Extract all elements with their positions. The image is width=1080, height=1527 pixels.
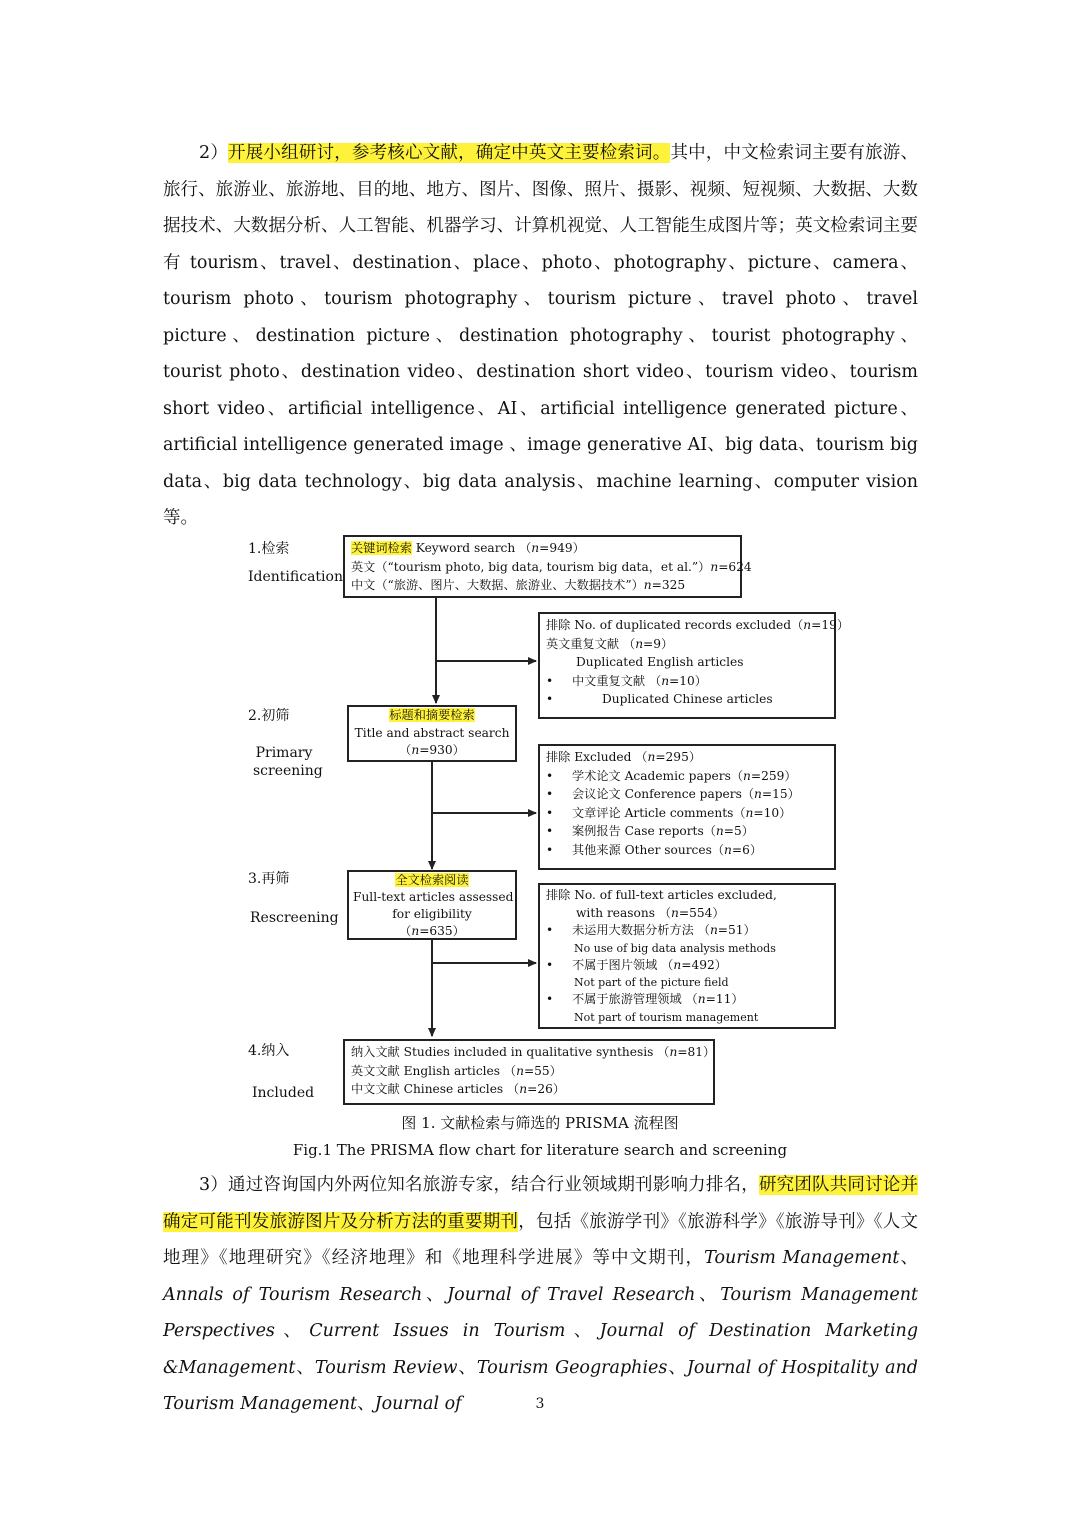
included-box [343, 1039, 715, 1105]
fulltext-excluded-item-en: Not part of tourism management [574, 1010, 759, 1024]
stage-2-label: Primary screening [253, 745, 323, 779]
para2-highlight: 开展小组研讨，参考核心文献，确定中英文主要检索词。 [228, 143, 671, 163]
figure-caption-en: Fig.1 The PRISMA flow chart for literature search and screening [292, 1141, 788, 1159]
excluded-head: 排除 Excluded （n=295） [546, 750, 702, 764]
journal-name: Annals of Tourism Research [163, 1284, 423, 1305]
identification-chinese: 中文（“旅游、图片、大数据、旅游业、大数据技术”）n=325 [351, 578, 686, 592]
identification-box [343, 535, 752, 598]
primary-screening-box [347, 705, 517, 762]
stage-2-number: 2.初筛 [248, 708, 290, 724]
journal-name: Journal of Destination Marketing &Management [163, 1321, 919, 1378]
fulltext-excluded-head: 排除 No. of full-text articles excluded, [546, 888, 777, 902]
paragraph-journals: 3）通过咨询国内外两位知名旅游专家，结合行业领域期刊影响力排名，研究团队共同讨论并确定可能刊发旅游图片及分析方法的重要期刊，包括《旅游学刊》《旅游科学》《旅游导刊》《人文地理》《地理研究》《经济地理》和《地理科学进展》等中文期刊，Tourism Management、Annals of Tourism Research、Journal of Travel Research、Tourism Management Perspectives、Current Issues in Tourism、Journal of Destination Marketing &Management、Tourism Review、Tourism Geographies、Journal of Hospitality and Tourism Management、Journal of [163, 1175, 919, 1414]
duplicates-chinese: • 中文重复文献 （n=10） [546, 673, 707, 688]
stage-4-label: Included [252, 1085, 315, 1101]
identification-title: 关键词检索 Keyword search （n=949） [351, 541, 585, 555]
excluded-box [538, 744, 836, 870]
duplicates-head: 排除 No. of duplicated records excluded（n=19） [546, 618, 850, 632]
journal-name: Tourism Geographies [476, 1357, 668, 1378]
stage-3-number: 3.再筛 [248, 871, 290, 887]
journal-name: Tourism Review [314, 1357, 458, 1378]
stage-3-label: Rescreening [250, 910, 339, 926]
fulltext-excluded-item-en: Not part of the picture field [574, 976, 729, 989]
excluded-item: • 案例报告 Case reports（n=5） [546, 824, 754, 838]
identification-english: 英文（“tourism photo, big data, tourism big data，et al.”）n=624 [351, 559, 752, 574]
fulltext-excluded-reasons: with reasons （n=554） [576, 905, 725, 920]
para3-intro: 通过咨询国内外两位知名旅游专家，结合行业领域期刊影响力排名， [228, 1175, 759, 1195]
duplicates-english-label: Duplicated English articles [576, 655, 744, 669]
duplicates-english: 英文重复文献 （n=9） [546, 636, 674, 651]
primary-title-zh: 标题和摘要检索 [389, 708, 475, 722]
included-total: 纳入文献 Studies included in qualitative synthesis （n=81） [351, 1045, 716, 1059]
stage-1-number: 1.检索 [248, 541, 290, 557]
fulltext-excluded-box [538, 883, 836, 1029]
fulltext-excluded-item-en: No use of big data analysis methods [574, 941, 776, 955]
duplicates-chinese-label: • Duplicated Chinese articles [546, 692, 773, 706]
fulltext-excluded-item: • 未运用大数据分析方法 （n=51） [546, 923, 756, 937]
journal-name: Current Issues in Tourism [309, 1321, 566, 1341]
primary-title-en: Title and abstract search [354, 725, 510, 740]
para2-body: 其中，中文检索词主要有旅游、旅行、旅游业、旅游地、目的地、地方、图片、图像、照片、摄影、视频、短视频、大数据、大数据技术、大数据分析、人工智能、机器学习、计算机视觉、人工智能生成图片等；英文检索词主要有 tourism、travel、destination、place、photo、photography、picture、camera、tourism photo、tourism photography、tourism picture、travel photo、travel picture、destination picture、destination photography、tourist photography、tourist photo、destination video、destination short video、tourism video、tourism short video、artificial intelligence、AI、artificial intelligence generated picture、artificial intelligence generated image 、image generative AI、big data、tourism big data、big data technology、big data analysis、machine learning、computer vision 等。 [163, 143, 919, 528]
primary-count: （n=930） [399, 743, 465, 757]
figure-caption-zh: 图 1. 文献检索与筛选的 PRISMA 流程图 [401, 1114, 679, 1132]
fulltext-excluded-item: • 不属于旅游管理领域 （n=11） [546, 992, 744, 1006]
para3-number: 3） [199, 1175, 229, 1195]
excluded-item: • 其他来源 Other sources（n=6） [546, 842, 763, 857]
excluded-item: • 学术论文 Academic papers（n=259） [546, 768, 797, 783]
journal-name: Journal of Travel Research [447, 1284, 696, 1305]
rescreening-box [347, 870, 517, 940]
para3-highlight: 研究团队共同讨论并确定可能刊发旅游图片及分析方法的重要期刊 [163, 1175, 919, 1232]
rescreen-line-2: Full-text articles assessed [353, 890, 514, 904]
journal-name: Tourism Management [704, 1248, 900, 1268]
para2-number: 2） [199, 143, 229, 163]
excluded-item: • 文章评论 Article comments（n=10） [546, 805, 792, 820]
duplicates-excluded-box [538, 612, 850, 719]
journal-name: Journal of Hospitality and Tourism Management [163, 1357, 919, 1414]
stage-4-number: 4.纳入 [248, 1043, 290, 1059]
included-chinese: 中文文献 Chinese articles （n=26） [351, 1082, 566, 1096]
fulltext-excluded-item: • 不属于图片领域 （n=492） [546, 957, 727, 972]
included-english: 英文文献 English articles （n=55） [351, 1063, 562, 1078]
stage-1-label: Identification [248, 569, 343, 585]
page-number: 3 [535, 1396, 545, 1412]
journal-name: Journal of [374, 1394, 462, 1414]
para3-body: ，包括《旅游学刊》《旅游科学》《旅游导刊》《人文地理》《地理研究》《经济地理》和《地理科学进展》等中文期刊， [163, 1211, 918, 1268]
rescreen-line-3: for eligibility [392, 907, 472, 921]
rescreen-title-zh: 全文检索阅读 [395, 873, 469, 887]
journal-name: Tourism Management Perspectives [163, 1284, 918, 1341]
rescreen-count: （n=635） [399, 924, 465, 938]
excluded-item: • 会议论文 Conference papers（n=15） [546, 787, 800, 801]
